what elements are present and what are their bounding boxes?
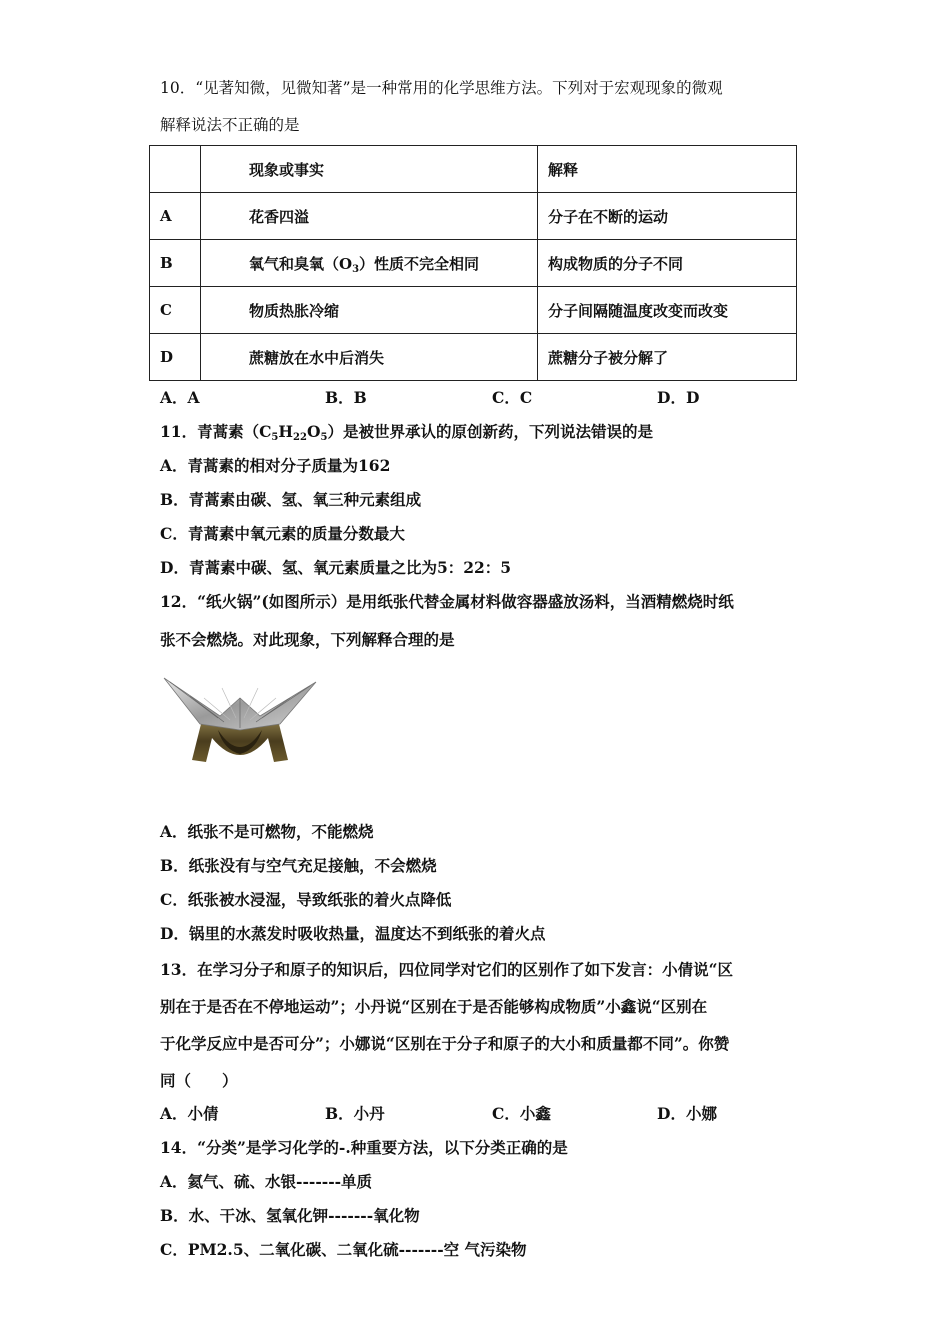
q12-option-d[interactable]: D．锅里的水蒸发时吸收热量，温度达不到纸张的着火点	[160, 924, 546, 943]
q10-option-d[interactable]: D．D	[657, 388, 700, 407]
row-fact: 物质热胀冷缩	[201, 287, 538, 334]
q10-option-c[interactable]: C．C	[492, 388, 533, 407]
table-row	[150, 193, 797, 240]
row-label: B	[150, 240, 201, 287]
q11-option-a[interactable]: A．青蒿素的相对分子质量为162	[160, 456, 391, 475]
q14-stem: 14．“分类”是学习化学的-.种重要方法，以下分类正确的是	[160, 1138, 568, 1157]
q13-stem-line1: 13．在学习分子和原子的知识后，四位同学对它们的区别作了如下发言：小倩说“区	[160, 960, 733, 979]
row-label: D	[150, 334, 201, 381]
q10-stem-line2: 解释说法不正确的是	[160, 116, 300, 134]
q12-stem-line2: 张不会燃烧。对此现象，下列解释合理的是	[160, 630, 455, 649]
table-row	[150, 334, 797, 381]
q12-option-b[interactable]: B．纸张没有与空气充足接触，不会燃烧	[160, 856, 437, 875]
q11-mid2: O	[306, 422, 321, 441]
q12-option-a[interactable]: A．纸张不是可燃物，不能燃烧	[160, 822, 374, 841]
paper-hotpot-image	[160, 668, 320, 780]
q11-stem-pre: 11．青蒿素（C	[160, 422, 272, 441]
row-fact-post: ）性质不完全相同	[359, 254, 480, 273]
table-row	[150, 287, 797, 334]
row-explain: 分子在不断的运动	[538, 193, 797, 240]
row-fact: 蔗糖放在水中后消失	[201, 334, 538, 381]
row-explain: 蔗糖分子被分解了	[538, 334, 797, 381]
q13-stem-line3: 于化学反应中是否可分”；小娜说“区别在于分子和原子的大小和质量都不同”。你赞	[160, 1034, 730, 1053]
q14-option-b[interactable]: B．水、干冰、氢氧化钾-------氧化物	[160, 1206, 420, 1225]
q13-option-d[interactable]: D．小娜	[657, 1104, 717, 1123]
q13-stem-line4: 同（ ）	[160, 1071, 238, 1090]
q10-stem-line1: 10．“见著知微，见微知著”是一种常用的化学思维方法。下列对于宏观现象的微观	[160, 79, 723, 97]
q14-option-c[interactable]: C．PM2.5、二氧化碳、二氧化硫-------空 气污染物	[160, 1240, 527, 1259]
q13-option-c[interactable]: C．小鑫	[492, 1104, 551, 1123]
q13-stem-line2: 别在于是否在不停地运动”；小丹说“区别在于是否能够构成物质”小鑫说“区别在	[160, 997, 708, 1016]
q11-option-b[interactable]: B．青蒿素由碳、氢、氧三种元素组成	[160, 490, 422, 509]
row-fact	[201, 240, 538, 287]
q11-stem-post: ）是被世界承认的原创新药，下列说法错误的是	[327, 422, 653, 441]
row-explain: 分子间隔随温度改变而改变	[538, 287, 797, 334]
table-header-fact: 现象或事实	[201, 146, 538, 193]
table-header-row	[150, 146, 797, 193]
q11-sub2: 22	[293, 432, 307, 443]
q11-option-c[interactable]: C．青蒿素中氧元素的质量分数最大	[160, 524, 405, 543]
q13-option-a[interactable]: A．小倩	[160, 1104, 219, 1123]
q10-option-a[interactable]: A．A	[160, 388, 200, 407]
q14-option-a[interactable]: A．氦气、硫、水银-------单质	[160, 1172, 373, 1191]
q10-option-b[interactable]: B．B	[325, 388, 367, 407]
row-label: A	[150, 193, 201, 240]
q10-table	[149, 145, 797, 381]
table-header-cell	[150, 146, 201, 193]
q11-sub1: 5	[271, 432, 279, 443]
row-fact-pre: 氧气和臭氧（O	[249, 254, 353, 273]
table-row	[150, 240, 797, 287]
q11-option-d[interactable]: D．青蒿素中碳、氢、氧元素质量之比为5：22：5	[160, 558, 512, 577]
row-explain: 构成物质的分子不同	[538, 240, 797, 287]
q13-option-b[interactable]: B．小丹	[325, 1104, 385, 1123]
q12-option-c[interactable]: C．纸张被水浸湿，导致纸张的着火点降低	[160, 890, 452, 909]
q11-stem	[160, 422, 653, 442]
q11-sub3: 5	[320, 432, 328, 443]
row-label: C	[150, 287, 201, 334]
q12-stem-line1: 12．“纸火锅”(如图所示）是用纸张代替金属材料做容器盛放汤料，当酒精燃烧时纸	[160, 592, 734, 611]
table-header-explain: 解释	[538, 146, 797, 193]
row-fact: 花香四溢	[201, 193, 538, 240]
q11-mid1: H	[278, 422, 294, 441]
row-fact-sub: 3	[352, 263, 360, 275]
